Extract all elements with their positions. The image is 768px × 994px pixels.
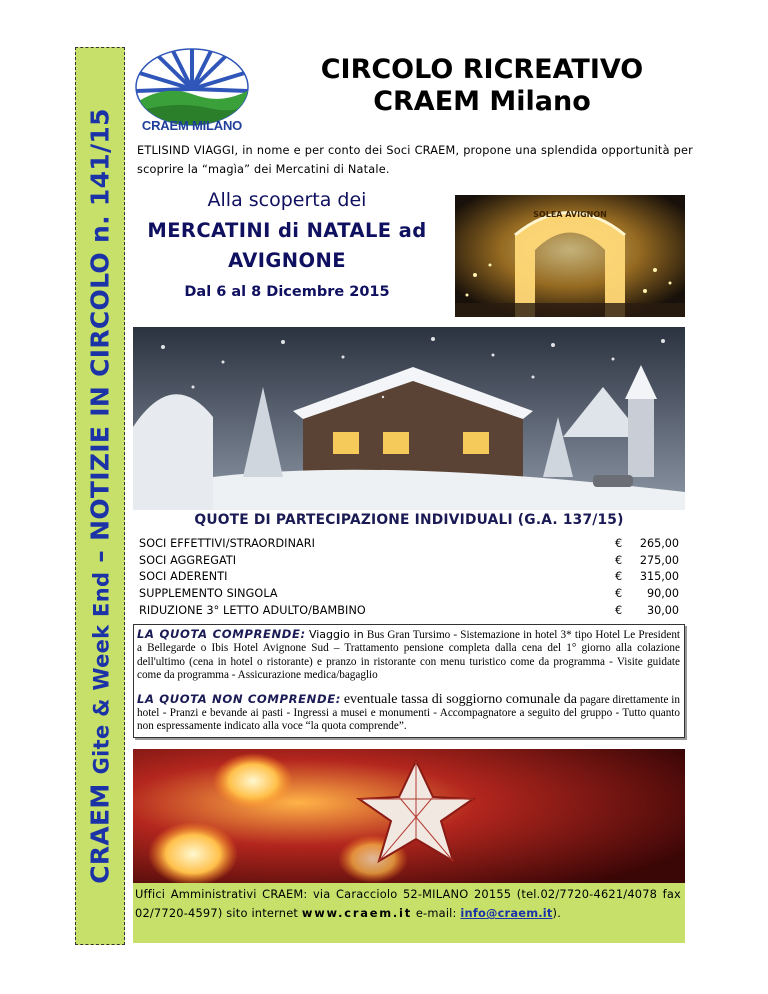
- logo-caption: CRAEM MILANO: [141, 118, 243, 133]
- table-row: [139, 602, 679, 619]
- includes-paragraph: [137, 628, 680, 683]
- side-banner-text: [86, 108, 115, 884]
- title-line-2: CRAEM Milano: [373, 86, 591, 117]
- includes-heading: LA QUOTA COMPRENDE:: [137, 627, 306, 641]
- quote-label: SOCI EFFETTIVI/STRAORDINARI: [139, 536, 316, 550]
- event-heading: [137, 188, 437, 302]
- excludes-heading: LA QUOTA NON COMPRENDE:: [137, 691, 341, 706]
- quotes-title: QUOTE DI PARTECIPAZIONE INDIVIDUALI (G.A. 137/15): [194, 512, 624, 528]
- event-subtitle: Alla scoperta dei: [207, 189, 367, 211]
- side-banner-issue: – NOTIZIE IN CIRCOLO n. 141/15: [85, 108, 115, 563]
- quote-amount: 265,00: [639, 536, 679, 550]
- includes-text: Bus Gran Tursimo - Sistemazione in hotel 3* tipo Hotel Le President a Bellegarde o Ibis Hotel Avignone Sud – Trattamento pensione completa dalla cena del 1° giorno alla colazione dell'ultimo (cena in hotel o ristorante) e pranzo in ristorante con menu turistico come da programma - Visite guidate come da programma - Assicurazione medica/bagaglio: [137, 629, 681, 682]
- excludes-text: pagare direttamente in hotel - Pranzi e bevande ai pasti - Ingressi a musei e monumenti - Accompagnatore a seguito del gruppo - Tutto quanto non espressamente indicato alla voce “la quota comprende”.: [137, 693, 680, 733]
- arch-sign-text: SOLEA AVIGNON: [533, 210, 607, 219]
- quote-currency: €: [615, 604, 623, 618]
- side-banner-section: Gite & Week End: [89, 571, 114, 775]
- email-suffix: ).: [552, 906, 562, 920]
- table-row: [139, 552, 679, 569]
- quote-label: SOCI AGGREGATI: [139, 553, 237, 567]
- quote-amount: 275,00: [639, 553, 679, 567]
- event-title: [137, 216, 437, 276]
- table-row: [139, 585, 679, 602]
- snowy-village-photo: [133, 327, 685, 510]
- quote-currency: €: [615, 587, 623, 601]
- footer-contacts: [133, 883, 685, 943]
- website-link[interactable]: www.craem.it: [301, 906, 412, 920]
- quote-currency: €: [615, 553, 623, 567]
- intro-text: ETLISIND VIAGGI, in nome e per conto dei Soci CRAEM, propone una splendida opportunità per scoprire la “magìa” dei Mercatini di Natale.: [137, 144, 693, 176]
- event-dates: Dal 6 al 8 Dicembre 2015: [184, 284, 390, 300]
- quote-label: RIDUZIONE 3° LETTO ADULTO/BAMBINO: [139, 604, 366, 618]
- table-row: [139, 569, 679, 586]
- quote-label: SOCI ADERENTI: [139, 570, 228, 584]
- includes-lead: Viaggio in: [308, 628, 364, 641]
- quote-amount: 90,00: [646, 587, 679, 601]
- christmas-star-photo: [133, 749, 685, 883]
- quote-currency: €: [615, 570, 623, 584]
- footer-address: Uffici Amministrativi CRAEM: via Caracciolo 52-MILANO 20155 (tel.02/7720-4621/4078 fax 02/7720-4597) sito internet: [135, 887, 681, 920]
- event-title-line-1: MERCATINI di NATALE ad: [147, 219, 427, 242]
- avignon-arch-photo: [455, 195, 685, 317]
- excludes-lead: eventuale tassa di soggiorno comunale da: [343, 691, 577, 707]
- quote-amount: 315,00: [639, 570, 679, 584]
- table-row: [139, 535, 679, 552]
- quote-currency: €: [615, 536, 623, 550]
- email-label: e-mail:: [415, 906, 457, 920]
- quote-amount: 30,00: [646, 604, 679, 618]
- title-line-1: CIRCOLO RICREATIVO: [320, 54, 644, 85]
- side-banner-brand: CRAEM: [85, 783, 115, 884]
- quote-details-box: [133, 624, 685, 738]
- event-title-line-2: AVIGNONE: [228, 249, 346, 272]
- quotes-table: [139, 535, 679, 619]
- quote-label: SUPPLEMENTO SINGOLA: [139, 587, 278, 601]
- email-link[interactable]: info@craem.it: [460, 906, 553, 920]
- excludes-paragraph: [137, 693, 680, 734]
- page-title: [262, 54, 702, 118]
